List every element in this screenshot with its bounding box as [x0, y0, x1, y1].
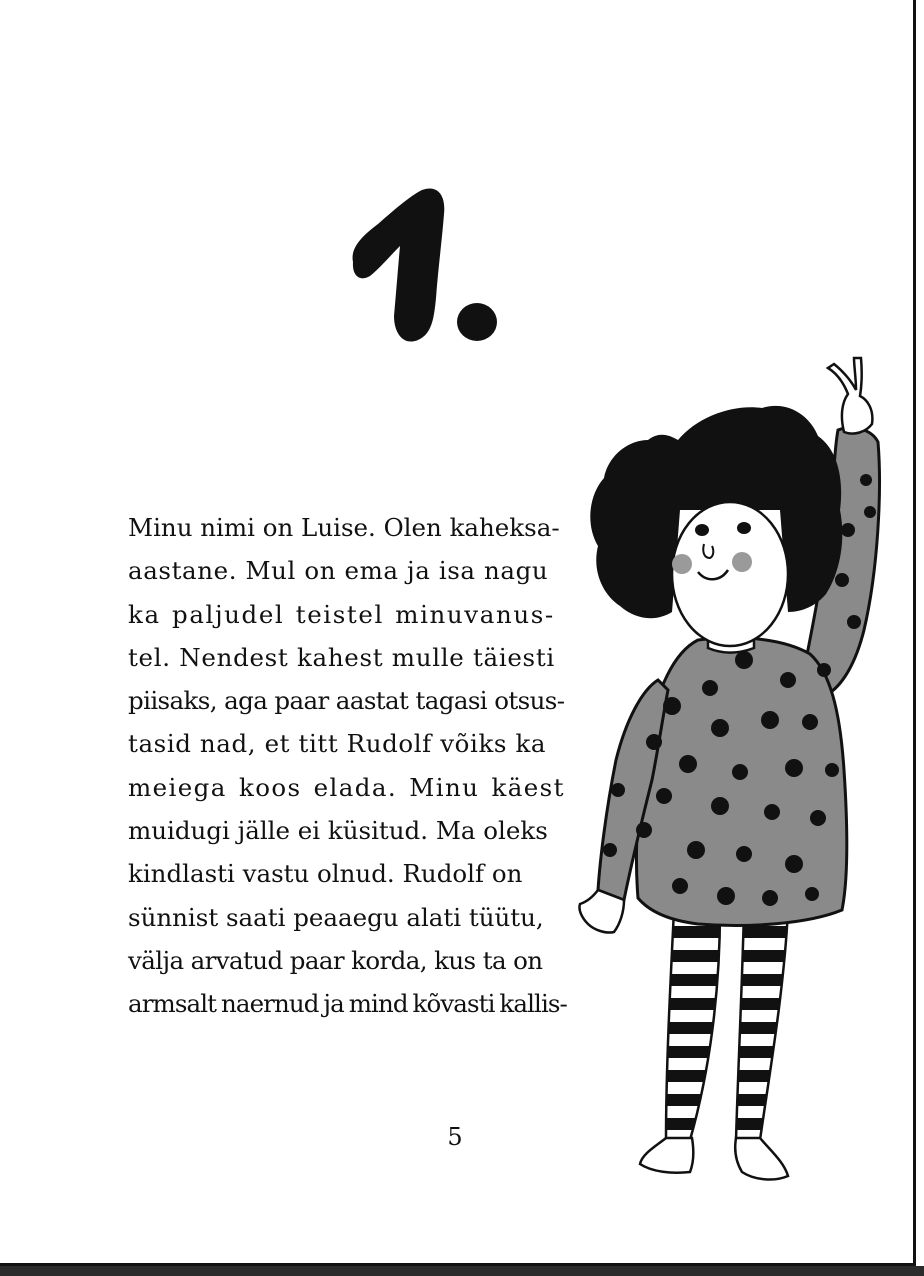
chapter-digit-dot [457, 303, 497, 341]
text-line: kindlasti vastu olnud. Rudolf on [128, 859, 523, 889]
girl-waving-illustration [548, 350, 888, 1195]
right-leg [736, 910, 788, 1140]
left-hand [579, 890, 624, 933]
chapter-digit-one [353, 188, 445, 341]
chapter-number [0, 0, 924, 400]
text-line: tel. Nendest kahest mulle täiesti [128, 642, 555, 672]
left-foot [640, 1138, 693, 1173]
right-eye [737, 522, 751, 534]
page-number: 5 [447, 1123, 463, 1151]
text-line: piisaks, aga paar aastat tagasi otsus- [128, 686, 565, 716]
left-leg [666, 910, 720, 1140]
text-line: armsalt naernud ja mind kõvasti kallis- [128, 989, 567, 1019]
text-line: tasid nad, et titt Rudolf võiks ka [128, 729, 547, 759]
text-line: sünnist saati peaaegu alati tüütu, [128, 902, 544, 932]
text-line: aastane. Mul on ema ja isa nagu [128, 556, 549, 586]
left-cheek [672, 554, 692, 574]
body-text [128, 506, 598, 1026]
left-eye [695, 524, 709, 536]
right-cheek [732, 552, 752, 572]
sweater [636, 638, 846, 926]
text-line: Minu nimi on Luise. Olen kaheksa- [128, 513, 560, 542]
bottom-bar [0, 1266, 924, 1276]
text-line: meiega koos elada. Minu käest [128, 772, 565, 802]
text-line: välja arvatud paar korda, kus ta on [128, 945, 543, 975]
peace-hand [828, 358, 872, 434]
face [672, 502, 788, 646]
right-foot [735, 1138, 788, 1179]
text-line: ka paljudel teistel minuvanus- [128, 599, 555, 629]
text-line: muidugi jälle ei küsitud. Ma oleks [128, 816, 548, 846]
